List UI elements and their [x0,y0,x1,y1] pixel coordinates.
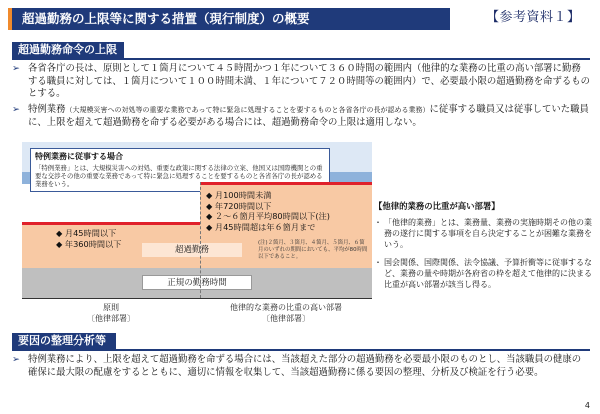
column-label-right-line2: 〔他律部署〕 [262,314,310,323]
section-heading-text: 要因の整理分析等 [18,334,106,347]
special-work-definition: （大規模災害への対処等の重要な業務であって特に緊急に処理することを要するものと各省各庁の長が認める業務） [65,106,430,114]
special-work-box-title: 特例業務に従事する場合 [35,152,123,161]
left-limit-list [56,228,121,249]
column-label-right-line1: 他律的な業務の比重の高い部署 [230,303,342,312]
section-heading-overtime-limit [12,42,124,58]
section-divider [12,349,590,351]
column-label-left-line1: 原則 [103,303,119,312]
dot-bullet-icon: ・ [374,257,382,267]
arrow-bullet-icon: ➢ [12,354,20,365]
right-limit-item: ◆ 月100時間未満 [206,190,272,200]
bullet-item [12,104,590,129]
right-limit-item: ◆ 年720時間以下 [206,200,272,211]
bullet-item [12,354,590,379]
page-title [8,8,450,30]
right-limit-list [206,190,330,232]
section-divider [12,58,590,60]
section-heading-text: 超過勤務命令の上限 [18,43,117,56]
average-note: (注)２箇月、３箇月、４箇月、５箇月、６箇月のいずれの期間においても、平均が80時間以下であること。 [258,240,368,260]
reference-tag: 【参考資料１】 [486,10,581,25]
sidebar-box [374,200,592,290]
sidebar-item-text: 「他律的業務」とは、業務量、業務の実施時期その他の業務の遂行に関する事項を自ら決定することが困難な業務をいう。 [384,218,592,250]
overtime-label: 超過勤務 [142,243,242,257]
sidebar-heading: 【他律的業務の比重が高い部署】 [374,201,500,211]
right-limit-item: ◆ 月45時間超は年６箇月まで [206,221,316,232]
sidebar-item [374,257,592,291]
sidebar-item-text: 国会関係、国際関係、法令協議、予算折衝等に従事するなど、業務の量や時期が各府省の枠を超えて他律的に決まる比重が高い部署が該当し得る。 [384,257,592,290]
bullet-text: 特例業務により、上限を超えて超過勤務を命ずる場合には、当該超えた部分の超過勤務を必要最小限のものとし、当該職員の健康の確保に最大限の配慮をするとともに、適切に情報を収集して、当該超過勤務に係る要因の整理、分析及び検証を行う必要。 [28,354,582,378]
left-limit-item: ◆ 月45時間以下 [56,228,117,238]
bullet-text: 各省各庁の長は、原則として１箇月について４５時間かつ１年について３６０時間の範囲内（他律的な業務の比重の高い部署に勤務する職員に対しては、１箇月について１００時間未満、１年について７２０時間等の範囲内）で、必要最小限の超過勤務を命ずるものとする。 [28,63,590,99]
column-divider [200,182,201,298]
column-label-right [200,302,372,324]
column-label-left-line2: 〔他律部署〕 [87,314,135,323]
baseline [22,298,372,299]
bullet-item [12,63,590,101]
arrow-bullet-icon: ➢ [12,63,20,74]
left-limit-item: ◆ 年360時間以下 [56,238,122,249]
regular-hours-label: 正規の勤務時間 [142,275,252,290]
special-work-tail: に従事する職員又は従事していた職員に、上限を超えて超過勤務を命ずる必要がある場合には、超過勤務命令の上限は適用しない。 [28,104,589,128]
special-work-term: 特例業務 [28,104,66,115]
bullet-text [12,104,590,129]
page-number: 4 [584,401,590,410]
sidebar-item [374,217,592,251]
arrow-bullet-icon: ➢ [12,104,20,115]
section-heading-factor-analysis [12,333,116,349]
column-label-left [22,302,200,324]
right-limit-item: ◆ ２〜６箇月平均80時間以下(注) [206,211,330,222]
page-title-text: 超過勤務の上限等に関する措置（現行制度）の概要 [22,11,310,26]
dot-bullet-icon: ・ [374,218,382,227]
special-work-box-body: 「特例業務」とは、大規模災害への対処、重要な政策に関する法律の立案、他国又は国際機関との重要な交渉その他の重要な業務であって特に緊急に処理することを要するものと各省各庁の長が認める業務をいう。 [35,164,323,188]
overtime-limit-diagram [22,142,372,298]
